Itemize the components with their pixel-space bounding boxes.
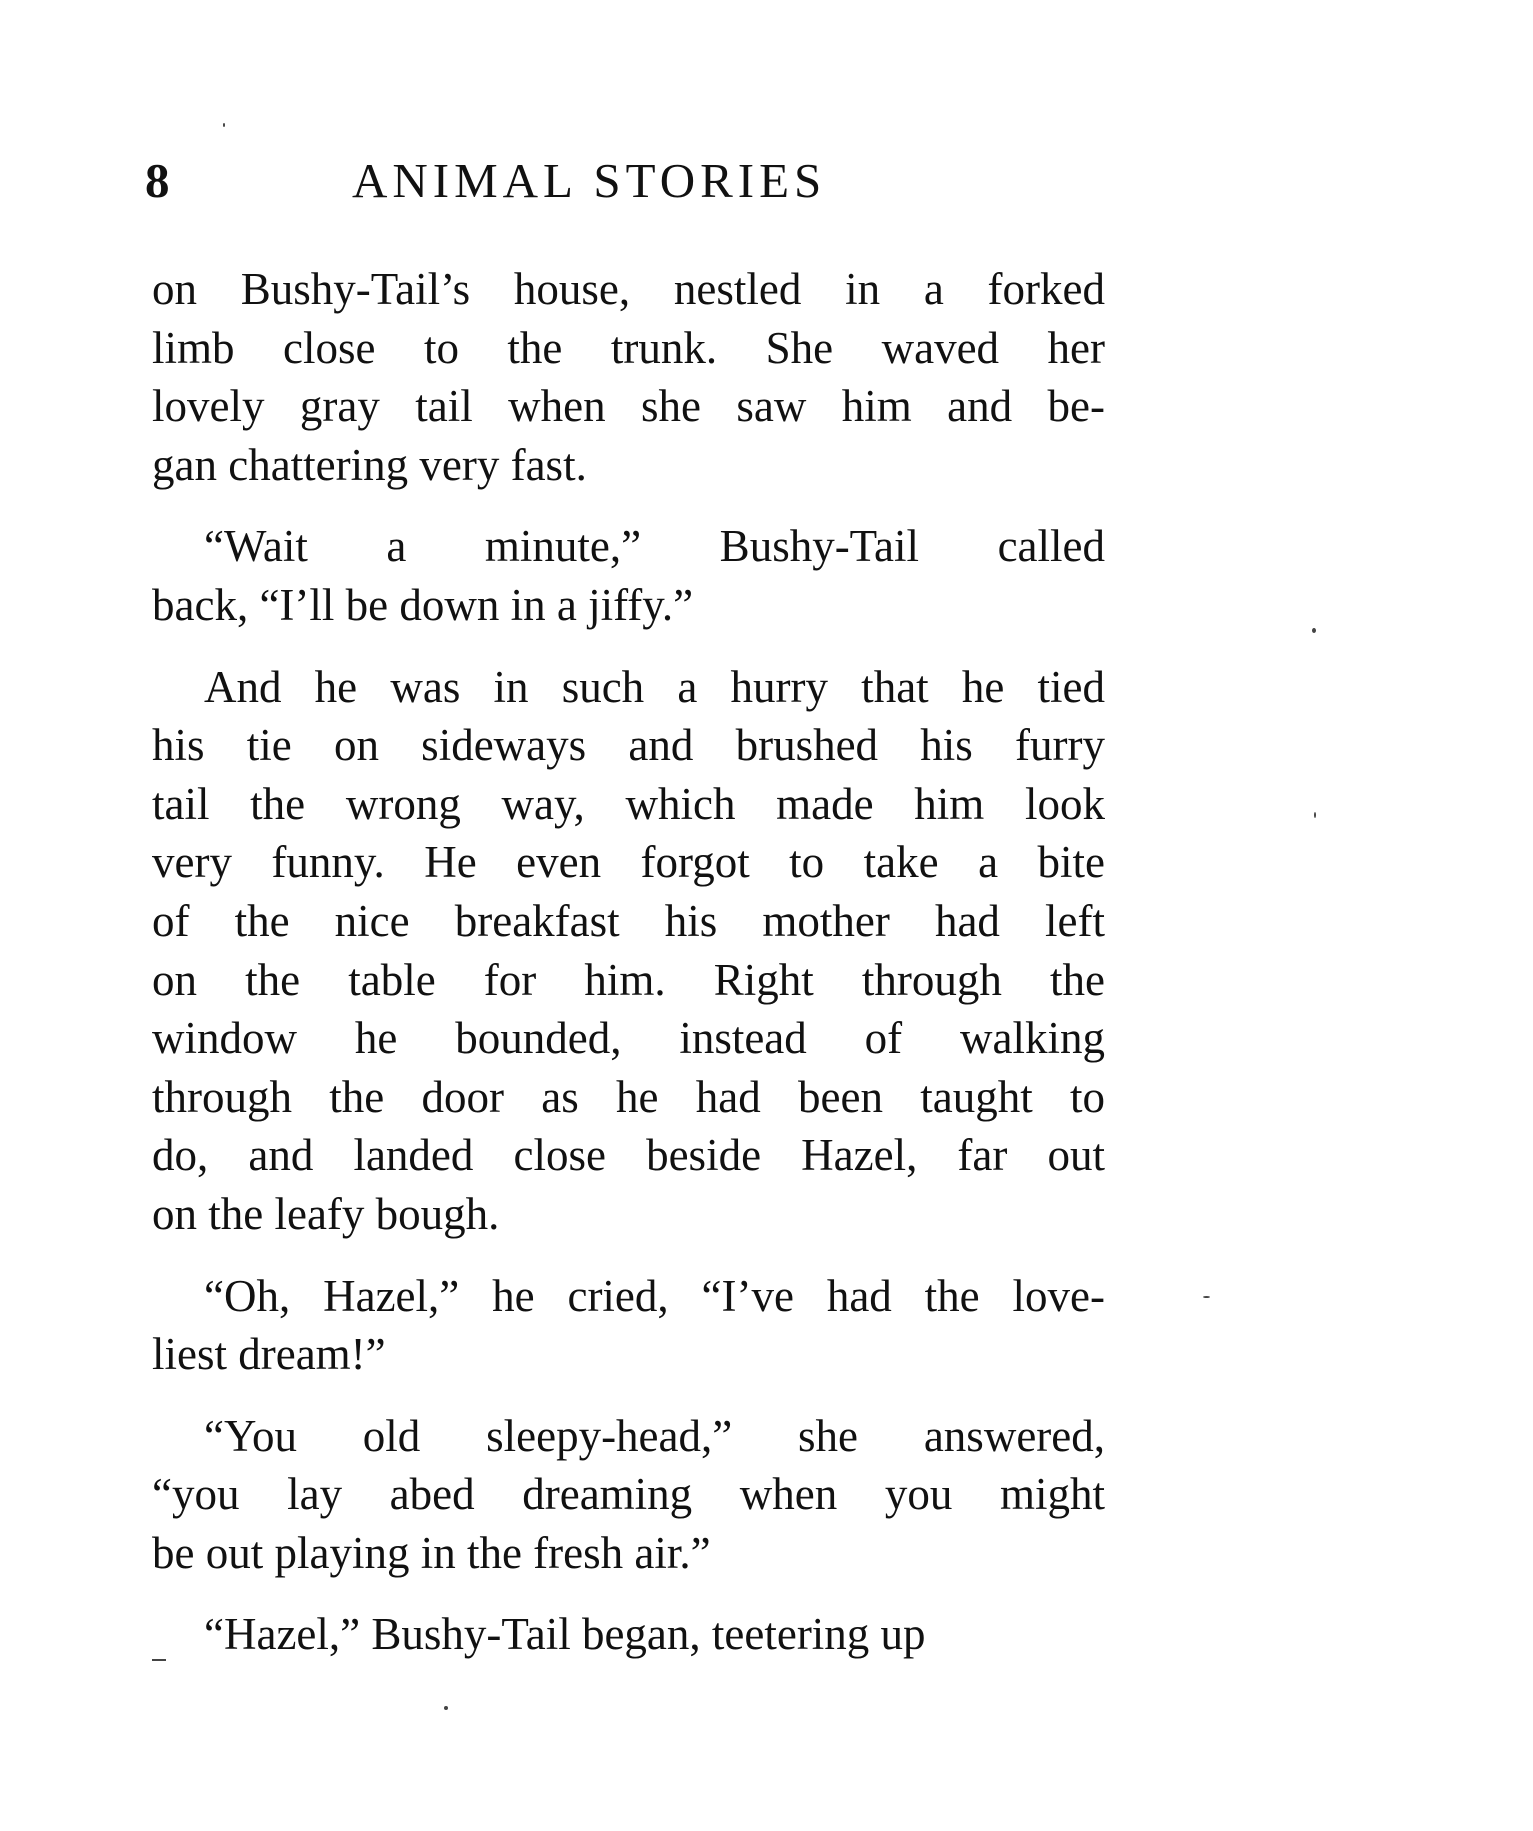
text-line: tail the wrong way, which made him look [152, 778, 1105, 829]
text-line: on the leafy bough. [152, 1188, 500, 1239]
paragraph [152, 517, 1105, 634]
text-line: his tie on sideways and brushed his furry [152, 720, 1105, 771]
text-line: limb close to the trunk. She waved her [152, 322, 1105, 373]
scan-speck [444, 1706, 448, 1710]
text-line: through the door as he had been taught to [152, 1071, 1105, 1122]
scan-speck [223, 123, 225, 127]
body-text [152, 260, 1105, 1664]
paragraph [152, 260, 1105, 494]
text-line: “you lay abed dreaming when you might [152, 1469, 1105, 1520]
text-line: on the table for him. Right through the [152, 954, 1105, 1005]
page-number: 8 [145, 153, 171, 208]
text-line: “Hazel,” Bushy-Tail began, teetering up [204, 1609, 926, 1660]
text-line: very funny. He even forgot to take a bite [152, 837, 1105, 888]
text-line: “You old sleepy-head,” she answered, [204, 1410, 1105, 1461]
paragraph [152, 1267, 1105, 1384]
paragraph [152, 1605, 1105, 1664]
text-line: “Oh, Hazel,” he cried, “I’ve had the love- [204, 1270, 1105, 1321]
text-line: And he was in such a hurry that he tied [204, 661, 1105, 712]
text-line: “Wait a minute,” Bushy-Tail called [204, 521, 1105, 572]
paragraph [152, 658, 1105, 1244]
text-line: back, “I’ll be down in a jiffy.” [152, 579, 694, 630]
running-head: ANIMAL STORIES [352, 153, 827, 208]
page-header [145, 152, 1105, 212]
scan-speck [1312, 628, 1316, 633]
text-line: do, and landed close beside Hazel, far out [152, 1130, 1105, 1181]
text-line: on Bushy-Tail’s house, nestled in a forked [152, 264, 1105, 314]
text-line: liest dream!” [152, 1329, 386, 1380]
text-line: lovely gray tail when she saw him and be- [152, 381, 1105, 432]
scan-speck [1314, 812, 1316, 818]
text-line: window he bounded, instead of walking [152, 1013, 1105, 1064]
paragraph [152, 1407, 1105, 1583]
text-line: gan chattering very fast. [152, 439, 587, 490]
scan-speck [152, 1659, 166, 1661]
scan-speck [1203, 1296, 1210, 1298]
text-line: be out playing in the fresh air.” [152, 1527, 711, 1578]
text-line: of the nice breakfast his mother had left [152, 895, 1105, 946]
